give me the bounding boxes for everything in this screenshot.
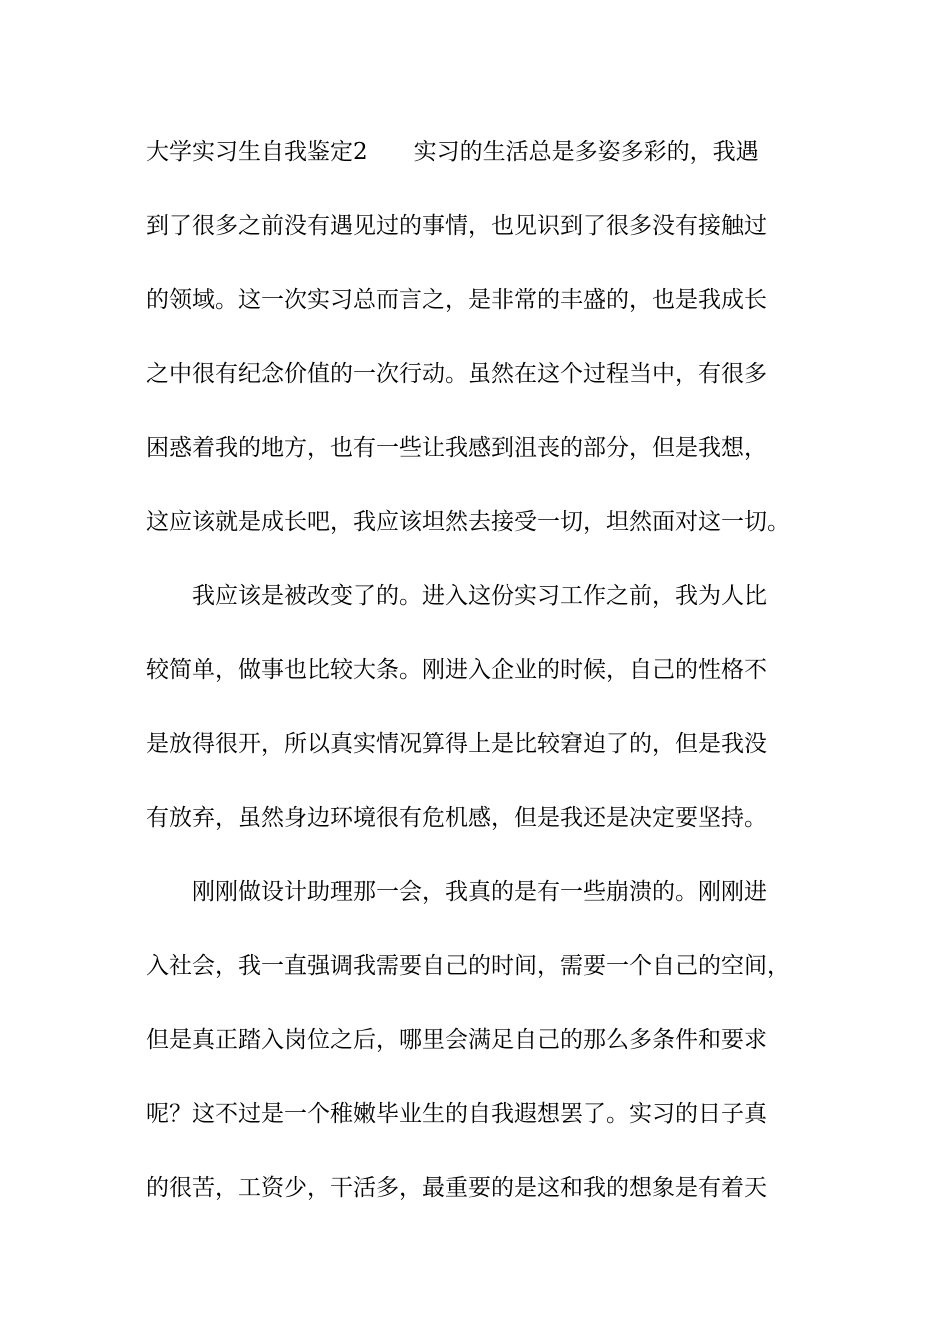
text-line-1: 大学实习生自我鉴定2 实习的生活总是多姿多彩的，我遇 xyxy=(146,139,759,165)
text-line-12: 入社会，我一直强调我需要自己的时间，需要一个自己的空间， xyxy=(146,953,790,979)
document-body xyxy=(146,130,846,1240)
text-line-6: 这应该就是成长吧，我应该坦然去接受一切，坦然面对这一切。 xyxy=(146,509,790,535)
text-line-7: 我应该是被改变了的。进入这份实习工作之前，我为人比 xyxy=(192,583,767,609)
text-line-11: 刚刚做设计助理那一会，我真的是有一些崩溃的。刚刚进 xyxy=(192,879,767,905)
text-line-9: 是放得很开，所以真实情况算得上是比较窘迫了的，但是我没 xyxy=(146,731,767,757)
text-line-8: 较简单，做事也比较大条。刚进入企业的时候，自己的性格不 xyxy=(146,657,767,683)
text-line-14: 呢？这不过是一个稚嫩毕业生的自我遐想罢了。实习的日子真 xyxy=(146,1101,767,1127)
text-line-3: 的领域。这一次实习总而言之，是非常的丰盛的，也是我成长 xyxy=(146,287,767,313)
text-line-5: 困惑着我的地方，也有一些让我感到沮丧的部分，但是我想， xyxy=(146,435,767,461)
text-line-2: 到了很多之前没有遇见过的事情，也见识到了很多没有接触过 xyxy=(146,213,767,239)
text-line-13: 但是真正踏入岗位之后，哪里会满足自己的那么多条件和要求 xyxy=(146,1027,767,1053)
text-line-4: 之中很有纪念价值的一次行动。虽然在这个过程当中，有很多 xyxy=(146,361,767,387)
text-line-10: 有放弃，虽然身边环境很有危机感，但是我还是决定要坚持。 xyxy=(146,805,767,831)
text-line-15: 的很苦，工资少，干活多，最重要的是这和我的想象是有着天 xyxy=(146,1175,767,1201)
